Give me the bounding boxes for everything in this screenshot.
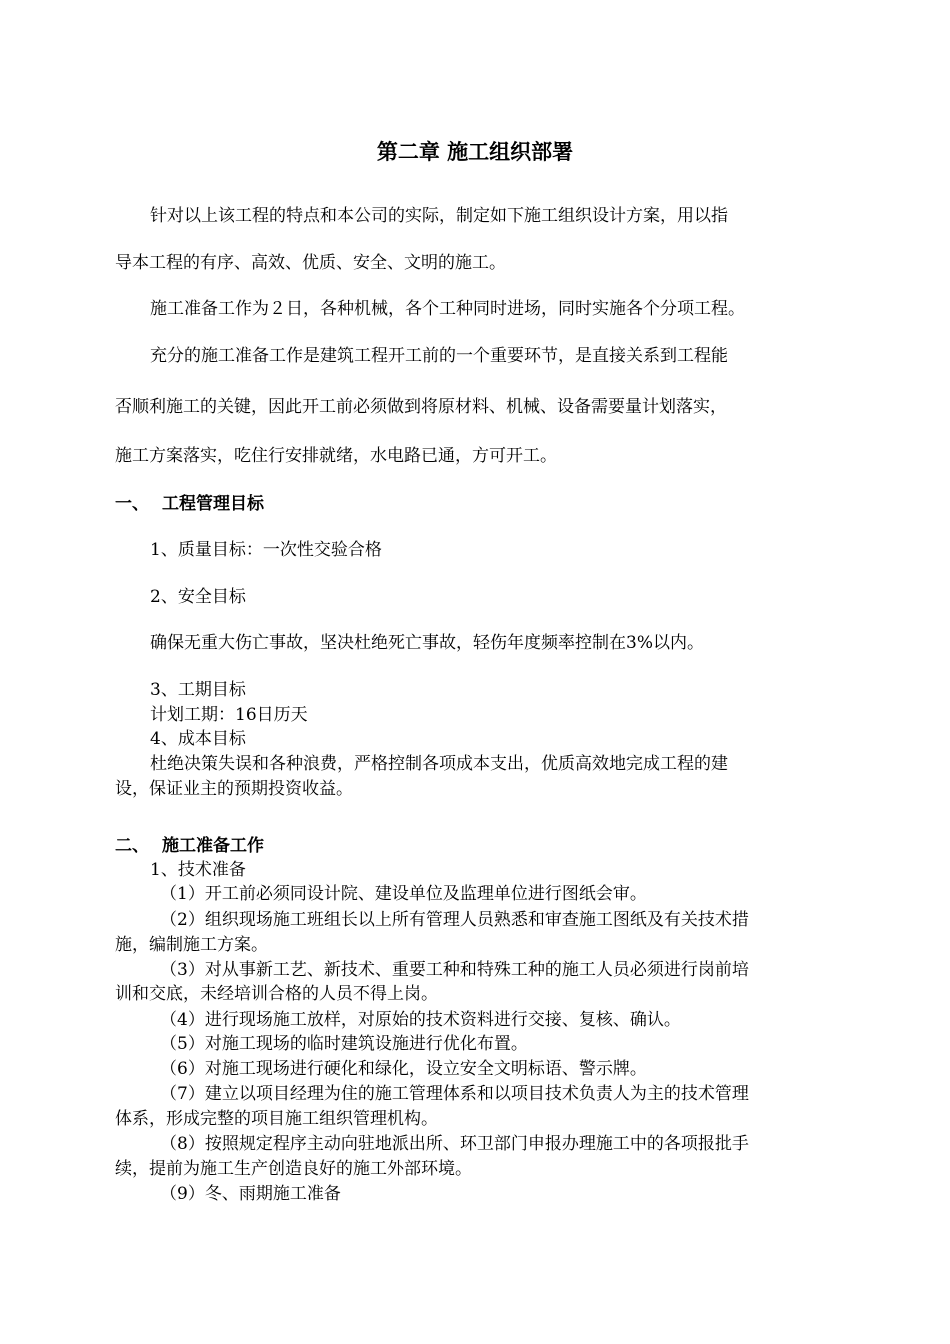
tech-item-6: （6）对施工现场进行硬化和绿化，设立安全文明标语、警示牌。: [160, 1059, 647, 1079]
cost-target: 4、成本目标: [150, 729, 246, 749]
tech-item-3-line-2: 训和交底，未经培训合格的人员不得上岗。: [115, 984, 438, 1004]
intro-paragraph-3-line-1: 充分的施工准备工作是建筑工程开工前的一个重要环节，是直接关系到工程能: [150, 346, 728, 366]
safety-target-text: 确保无重大伤亡事故，坚决杜绝死亡事故，轻伤年度频率控制在3%以内。: [150, 633, 704, 653]
tech-item-1: （1）开工前必须同设计院、建设单位及监理单位进行图纸会审。: [160, 884, 647, 904]
intro-paragraph-2: 施工准备工作为２日，各种机械，各个工种同时进场，同时实施各个分项工程。: [150, 299, 745, 319]
section-1-title: 工程管理目标: [162, 494, 264, 514]
intro-paragraph-1-line-2: 导本工程的有序、高效、优质、安全、文明的施工。: [115, 253, 506, 273]
tech-item-7-line-2: 体系，形成完整的项目施工组织管理机构。: [115, 1109, 438, 1129]
quality-target: 1、质量目标：一次性交验合格: [150, 540, 382, 560]
intro-paragraph-3-line-3: 施工方案落实，吃住行安排就绪，水电路已通，方可开工。: [115, 446, 557, 466]
tech-item-7-line-1: （7）建立以项目经理为住的施工管理体系和以项目技术负责人为主的技术管理: [160, 1084, 749, 1104]
tech-item-2-line-1: （2）组织现场施工班组长以上所有管理人员熟悉和审查施工图纸及有关技术措: [160, 910, 749, 930]
intro-paragraph-3-line-2: 否顺利施工的关键，因此开工前必须做到将原材料、机械、设备需要量计划落实，: [115, 397, 727, 417]
tech-item-4: （4）进行现场施工放样，对原始的技术资料进行交接、复核、确认。: [160, 1010, 681, 1030]
section-2-number: 二、: [115, 836, 149, 856]
cost-target-text-line-1: 杜绝决策失误和各种浪费，严格控制各项成本支出，优质高效地完成工程的建: [150, 754, 728, 774]
section-2-heading: [115, 834, 264, 858]
tech-item-8-line-2: 续，提前为施工生产创造良好的施工外部环境。: [115, 1159, 472, 1179]
tech-item-2-line-2: 施，编制施工方案。: [115, 935, 268, 955]
section-2-title: 施工准备工作: [162, 836, 264, 856]
intro-paragraph-1-line-1: 针对以上该工程的特点和本公司的实际，制定如下施工组织设计方案，用以指: [150, 206, 728, 226]
schedule-target: 3、工期目标: [150, 680, 246, 700]
tech-item-5: （5）对施工现场的临时建筑设施进行优化布置。: [160, 1034, 528, 1054]
tech-item-9: （9）冬、雨期施工准备: [160, 1184, 341, 1204]
section-1-heading: [115, 492, 264, 516]
tech-prep-heading: 1、技术准备: [150, 860, 246, 880]
chapter-title: 第二章 施工组织部署: [376, 140, 574, 164]
tech-item-8-line-1: （8）按照规定程序主动向驻地派出所、环卫部门申报办理施工中的各项报批手: [160, 1134, 749, 1154]
schedule-target-text: 计划工期：16日历天: [150, 705, 308, 725]
safety-target: 2、安全目标: [150, 587, 246, 607]
section-1-number: 一、: [115, 494, 149, 514]
cost-target-text-line-2: 设，保证业主的预期投资收益。: [115, 779, 353, 799]
tech-item-3-line-1: （3）对从事新工艺、新技术、重要工种和特殊工种的施工人员必须进行岗前培: [160, 960, 749, 980]
